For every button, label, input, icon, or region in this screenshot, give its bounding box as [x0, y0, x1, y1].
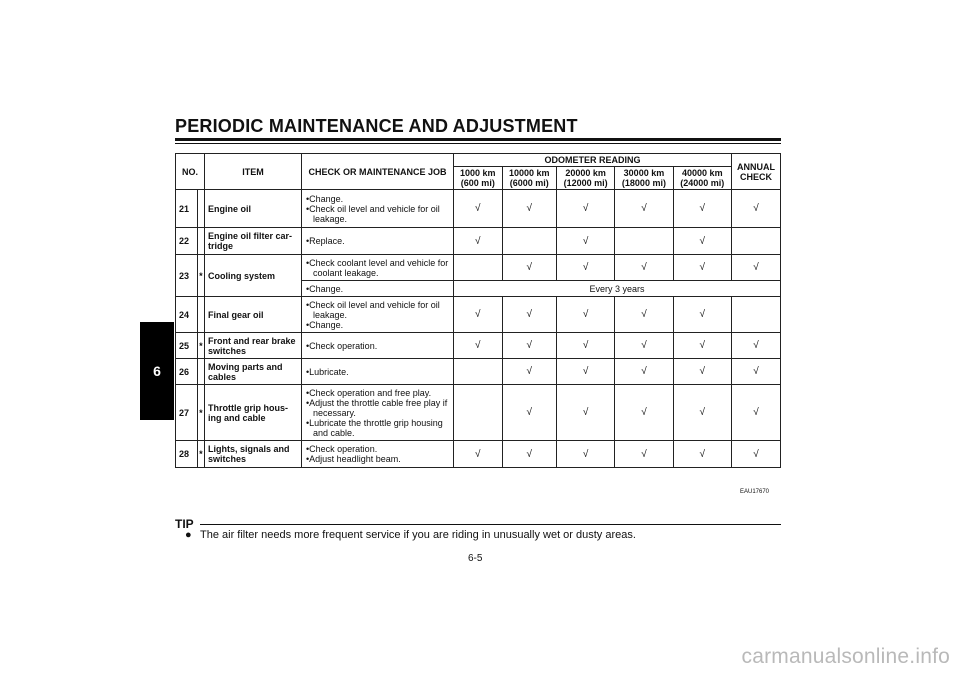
header-interval: 30000 km (18000 mi) [615, 167, 673, 190]
check-cell: √ [556, 297, 614, 333]
job-item: • Lubricate. [305, 367, 450, 377]
reference-code: EAU17670 [740, 489, 770, 495]
job-item: • Check operation and free play. [305, 388, 450, 398]
asterisk-mark [197, 297, 204, 333]
asterisk-mark [197, 359, 204, 385]
check-cell: √ [673, 190, 731, 228]
annual-check-cell: √ [732, 255, 781, 281]
check-cell [502, 228, 556, 255]
header-item: ITEM [205, 154, 302, 190]
maintenance-job [302, 281, 454, 297]
header-interval: 1000 km (600 mi) [454, 167, 503, 190]
item-name: Throttle grip hous-ing and cable [205, 385, 302, 441]
job-item: • Change. [305, 194, 450, 204]
check-cell: √ [556, 385, 614, 441]
check-cell: √ [556, 441, 614, 468]
check-cell [615, 228, 673, 255]
check-cell: √ [615, 255, 673, 281]
tip-label: TIP [175, 517, 194, 531]
item-name: Final gear oil [205, 297, 302, 333]
check-cell: √ [673, 255, 731, 281]
job-item: • Check operation. [305, 444, 450, 454]
table-row [176, 255, 781, 281]
asterisk-mark [197, 190, 204, 228]
check-cell: √ [502, 297, 556, 333]
annual-check-cell [732, 228, 781, 255]
maintenance-job [302, 228, 454, 255]
maintenance-job [302, 297, 454, 333]
row-number: 21 [176, 190, 198, 228]
job-item: • Check operation. [305, 341, 450, 351]
annual-check-cell: √ [732, 333, 781, 359]
row-number: 22 [176, 228, 198, 255]
asterisk-mark: * [197, 333, 204, 359]
annual-check-cell [732, 297, 781, 333]
interval-note: Every 3 years [454, 281, 781, 297]
item-name: Lights, signals and switches [205, 441, 302, 468]
check-cell: √ [673, 333, 731, 359]
job-item: • Lubricate the throttle grip housing and cable. [305, 418, 450, 438]
item-name: Moving parts and cables [205, 359, 302, 385]
page-title: PERIODIC MAINTENANCE AND ADJUSTMENT [175, 116, 578, 136]
maintenance-job [302, 385, 454, 441]
table-row [176, 385, 781, 441]
check-cell: √ [454, 190, 503, 228]
check-cell: √ [673, 228, 731, 255]
item-name: Front and rear brake switches [205, 333, 302, 359]
table-row [176, 333, 781, 359]
check-cell: √ [502, 441, 556, 468]
maintenance-job [302, 441, 454, 468]
check-cell: √ [615, 441, 673, 468]
row-number: 25 [176, 333, 198, 359]
check-cell: √ [615, 385, 673, 441]
annual-check-cell: √ [732, 190, 781, 228]
row-number: 23 [176, 255, 198, 297]
check-cell: √ [454, 441, 503, 468]
check-cell [454, 385, 503, 441]
check-cell [454, 255, 503, 281]
title-rule [175, 138, 781, 141]
row-number: 27 [176, 385, 198, 441]
check-cell: √ [673, 385, 731, 441]
check-cell: √ [556, 333, 614, 359]
table-row [176, 190, 781, 228]
job-item: • Check coolant level and vehicle for coolant leakage. [305, 258, 450, 278]
check-cell [454, 359, 503, 385]
check-cell: √ [454, 333, 503, 359]
asterisk-mark: * [197, 385, 204, 441]
maintenance-table [175, 153, 781, 468]
job-item: • Check oil level and vehicle for oil leakage. [305, 300, 450, 320]
maintenance-job [302, 359, 454, 385]
check-cell: √ [556, 255, 614, 281]
check-cell: √ [673, 297, 731, 333]
maintenance-job [302, 255, 454, 281]
job-item: • Check oil level and vehicle for oil leakage. [305, 204, 450, 224]
job-item: • Change. [305, 284, 450, 294]
header-interval: 20000 km (12000 mi) [556, 167, 614, 190]
check-cell: √ [615, 297, 673, 333]
job-item: • Adjust headlight beam. [305, 454, 450, 464]
item-name: Cooling system [205, 255, 302, 297]
table-row [176, 359, 781, 385]
check-cell: √ [673, 359, 731, 385]
check-cell: √ [615, 359, 673, 385]
row-number: 24 [176, 297, 198, 333]
header-annual: ANNUAL CHECK [732, 154, 781, 190]
check-cell: √ [502, 385, 556, 441]
title-rule-thin [175, 143, 781, 144]
chapter-tab: 6 [140, 322, 174, 420]
row-number: 28 [176, 441, 198, 468]
check-cell: √ [502, 255, 556, 281]
check-cell: √ [502, 333, 556, 359]
job-item: • Adjust the throttle cable free play if necessary. [305, 398, 450, 418]
header-no: NO. [176, 154, 205, 190]
check-cell: √ [502, 359, 556, 385]
header-interval: 40000 km (24000 mi) [673, 167, 731, 190]
check-cell: √ [673, 441, 731, 468]
job-item: • Replace. [305, 236, 450, 246]
table-row [176, 441, 781, 468]
item-name: Engine oil filter car-tridge [205, 228, 302, 255]
header-interval: 10000 km (6000 mi) [502, 167, 556, 190]
row-number: 26 [176, 359, 198, 385]
header-job: CHECK OR MAINTENANCE JOB [302, 154, 454, 190]
check-cell: √ [556, 190, 614, 228]
bullet-icon: ● [185, 529, 192, 541]
table-body [176, 190, 781, 468]
page-number: 6-5 [468, 553, 483, 564]
asterisk-mark [197, 228, 204, 255]
item-name: Engine oil [205, 190, 302, 228]
check-cell: √ [556, 228, 614, 255]
annual-check-cell: √ [732, 385, 781, 441]
tip-rule [200, 524, 781, 525]
check-cell: √ [615, 190, 673, 228]
check-cell: √ [454, 297, 503, 333]
watermark: carmanualsonline.info [741, 645, 950, 668]
table-row [176, 228, 781, 255]
maintenance-job [302, 190, 454, 228]
check-cell: √ [502, 190, 556, 228]
check-cell: √ [556, 359, 614, 385]
check-cell: √ [615, 333, 673, 359]
maintenance-job [302, 333, 454, 359]
table-row [176, 297, 781, 333]
tip-text: The air filter needs more frequent service if you are riding in unusually wet or dusty areas. [200, 529, 636, 541]
asterisk-mark: * [197, 255, 204, 297]
annual-check-cell: √ [732, 359, 781, 385]
header-odometer: ODOMETER READING [454, 154, 732, 167]
job-item: • Change. [305, 320, 450, 330]
asterisk-mark: * [197, 441, 204, 468]
annual-check-cell: √ [732, 441, 781, 468]
check-cell: √ [454, 228, 503, 255]
